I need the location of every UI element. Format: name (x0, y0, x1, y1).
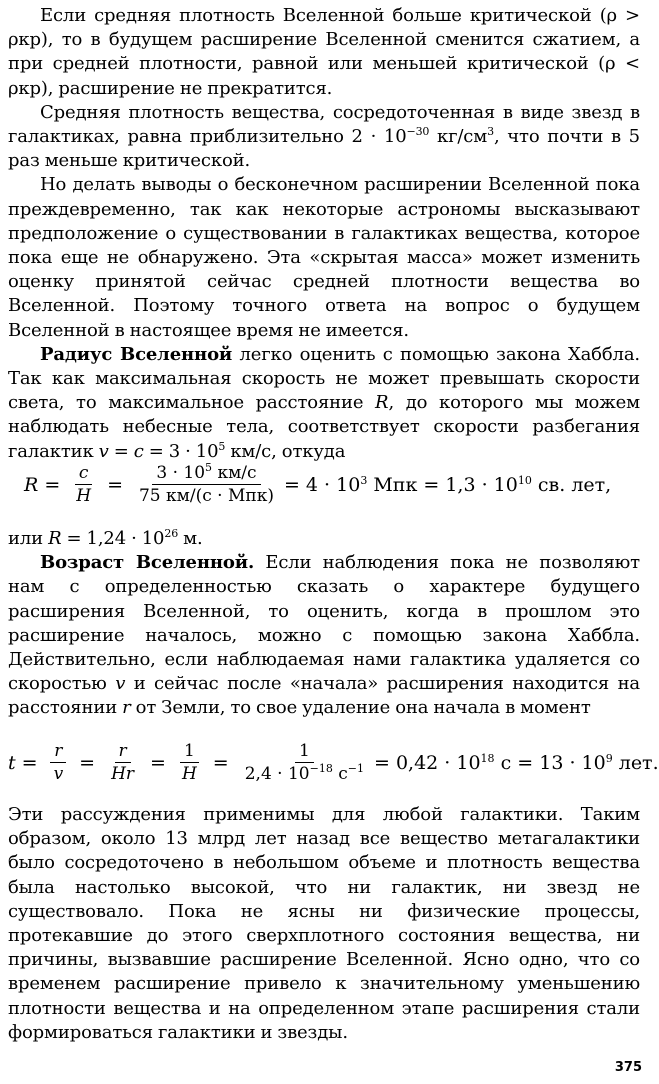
text-block-middle (8, 527, 640, 721)
paragraph-universe-age: Возраст Вселенной. Если наблюдения пока не позволяют нам с определенностью сказать о характере будущего расширения Вселенной, то оценить, когда в прошлом это расширение началось, можно с помощью закона Хаббла. Действительно, если наблюдаемая нами галактика удаляется со скоростью v и сейчас после «начала» расширения находится на расстоянии r от Земли, то свое удаление она начала в момент (8, 552, 641, 719)
paragraph-conclusion: Эти рассуждения применимы для любой галактики. Таким образом, около 13 млрд лет назад все вещество метагалактики было сосредоточено в небольшом объеме и плотность вещества была настолько высокой, что ни галактик, ни звезд не существовало. Пока не ясны ни физические процессы, протекавшие до этого сверхплотного состояния вещества, ни причины, вызвавшие расширение Вселенной. Ясно одно, что со временем расширение привело к значительному уменьшению плотности вещества и на определенном этапе расширения стали формироваться галактики и звезды. (8, 804, 640, 1043)
paragraph-critical-density: Если средняя плотность Вселенной больше критической (ρ > ρкр), то в будущем расширение Вселенной сменится сжатием, а при средней плотности, равной или меньшей критической (ρ < ρкр), расширение не прекратится. (8, 5, 640, 99)
paragraph-average-density: Средняя плотность вещества, сосредоточенная в виде звезд в галактиках, равна приблизительно $2 \cdot 10^{-30}$ $кг/см^3$, что почти в 5 раз меньше критической. (8, 101, 640, 172)
fraction-c-over-h: $\frac{c}{H}$ (76, 463, 92, 506)
fraction-r-over-hr: $\frac{r}{Hr}$ (111, 741, 135, 784)
formula-age: t = $\frac{r}{v}$ = $\frac{r}{Hr}$ = $\frac{1}{H}$ = $\frac{1}{2,4 \cdot 10^{-18} с^{-1}}$ = $0,42 \cdot 10^{18}$ $с = 13 \cdot 10^9$ лет. (8, 741, 659, 784)
paragraph-hidden-mass: Но делать выводы о бесконечном расширении Вселенной пока преждевременно, так как некоторые астрономы высказывают предположение о существовании в галактиках вещества, которое пока еще не обнаружено. Эта «скрытая масса» может изменить оценку принятой сейчас средней плотности вещества во Вселенной. Поэтому точного ответа на вопрос о будущем Вселенной в настоящее время не имеется. (8, 174, 640, 341)
page-number: 375 (614, 1060, 642, 1075)
fraction-r-over-v: $\frac{r}{v}$ (50, 740, 68, 785)
line-radius-meters: или $R = 1,24 \cdot 10^{26}$ м. (8, 527, 203, 549)
fraction-one-over-hubble-value: $\frac{1}{2,4 \cdot 10^{-18} с^{-1}}$ (244, 741, 364, 784)
formula-radius: R = $\frac{c}{H}$ = $\frac{3 \cdot 10^5 км/с}{\text{75 км/(с · Мпк)}}$ = $4 \cdot 10^3$ Мпк = $1,3 \cdot 10^{10}$ св. лет, (24, 461, 612, 506)
text-block-top (8, 4, 640, 464)
paragraph-universe-radius: Радиус Вселенной легко оценить с помощью закона Хаббла. Так как максимальная скорость не может превышать скорости света, то максимальное расстояние R, до которого мы можем наблюдать небесные тела, соответствует скорости разбегания галактик $v = c = 3 \cdot 10^5$ км/с, откуда (8, 343, 640, 462)
fraction-speed-over-hubble: $\frac{3 \cdot 10^5 км/с}{\text{75 км/(с · Мпк)}}$ (138, 461, 274, 506)
term-universe-radius: Радиус Вселенной (40, 343, 233, 365)
text-block-bottom (8, 803, 640, 1045)
term-universe-age: Возраст Вселенной. (40, 552, 255, 574)
fraction-one-over-h: $\frac{1}{H}$ (181, 741, 197, 784)
